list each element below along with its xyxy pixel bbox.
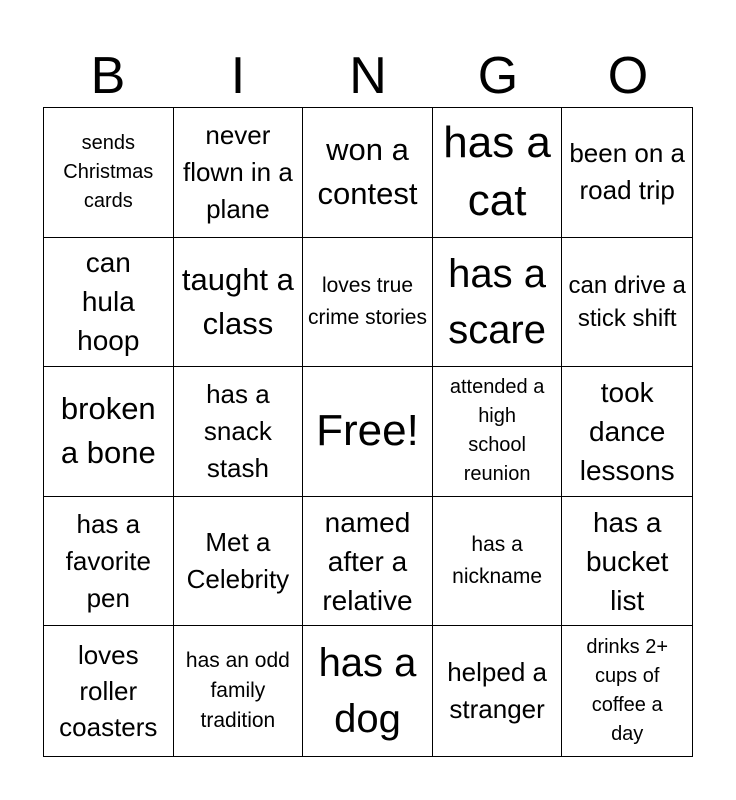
cell-text: can drive a stick shift	[568, 271, 686, 332]
bingo-cell[interactable]	[174, 626, 304, 756]
bingo-cell[interactable]	[44, 497, 174, 627]
cell-text: has a dog	[318, 641, 417, 742]
cell-text: Met a Celebrity	[186, 527, 290, 595]
bingo-cell[interactable]	[174, 108, 304, 238]
cell-text: has a scare	[448, 251, 547, 352]
header-letter-g: G	[477, 47, 519, 105]
bingo-cell[interactable]	[303, 626, 433, 756]
cell-text: broken a bone	[60, 391, 156, 471]
bingo-cell[interactable]	[44, 238, 174, 368]
bingo-cell[interactable]	[303, 238, 433, 368]
cell-text: has a nickname	[452, 533, 543, 589]
bingo-cell[interactable]	[433, 626, 563, 756]
free-space-cell[interactable]	[303, 367, 433, 497]
cell-text: loves roller coasters	[59, 640, 158, 743]
cell-text: named after a relative	[322, 506, 413, 616]
bingo-cell[interactable]	[44, 367, 174, 497]
bingo-cell[interactable]	[433, 238, 563, 368]
bingo-cell[interactable]	[433, 367, 563, 497]
header-letter-i: I	[230, 47, 246, 105]
bingo-cell[interactable]	[562, 238, 692, 368]
cell-text: never flown in a plane	[182, 119, 293, 224]
bingo-cell[interactable]	[303, 497, 433, 627]
bingo-cell[interactable]	[44, 108, 174, 238]
cell-text: has an odd family tradition	[185, 649, 290, 733]
bingo-header	[43, 46, 693, 106]
bingo-board	[43, 107, 693, 757]
cell-text: helped a stranger	[447, 657, 547, 725]
header-letter-o: O	[607, 47, 649, 105]
cell-text: sends Christmas cards	[63, 131, 154, 212]
cell-text: can hula hoop	[77, 247, 140, 357]
bingo-cell[interactable]	[44, 626, 174, 756]
header-letter-b: B	[90, 47, 126, 105]
cell-text: attended a high school reunion	[449, 376, 545, 486]
bingo-cell[interactable]	[562, 367, 692, 497]
bingo-cell[interactable]	[303, 108, 433, 238]
cell-text: has a bucket list	[585, 506, 669, 616]
cell-text: took dance lessons	[579, 376, 675, 486]
free-space-text: Free!	[316, 406, 419, 456]
cell-text: taught a class	[181, 261, 294, 341]
bingo-cell[interactable]	[174, 238, 304, 368]
cell-text: has a snack stash	[203, 378, 272, 483]
bingo-cell[interactable]	[174, 497, 304, 627]
bingo-cell[interactable]	[562, 497, 692, 627]
cell-text: drinks 2+ cups of coffee a day	[586, 636, 669, 746]
bingo-cell[interactable]	[433, 108, 563, 238]
bingo-cell[interactable]	[562, 626, 692, 756]
cell-text: been on a road trip	[569, 138, 686, 206]
cell-text: loves true crime stories	[307, 273, 427, 329]
header-letter-n: N	[349, 47, 387, 105]
cell-text: has a favorite pen	[65, 508, 151, 613]
cell-text: won a contest	[317, 132, 418, 212]
cell-text: has a cat	[443, 118, 551, 226]
bingo-cell[interactable]	[433, 497, 563, 627]
bingo-cell[interactable]	[562, 108, 692, 238]
bingo-cell[interactable]	[174, 367, 304, 497]
